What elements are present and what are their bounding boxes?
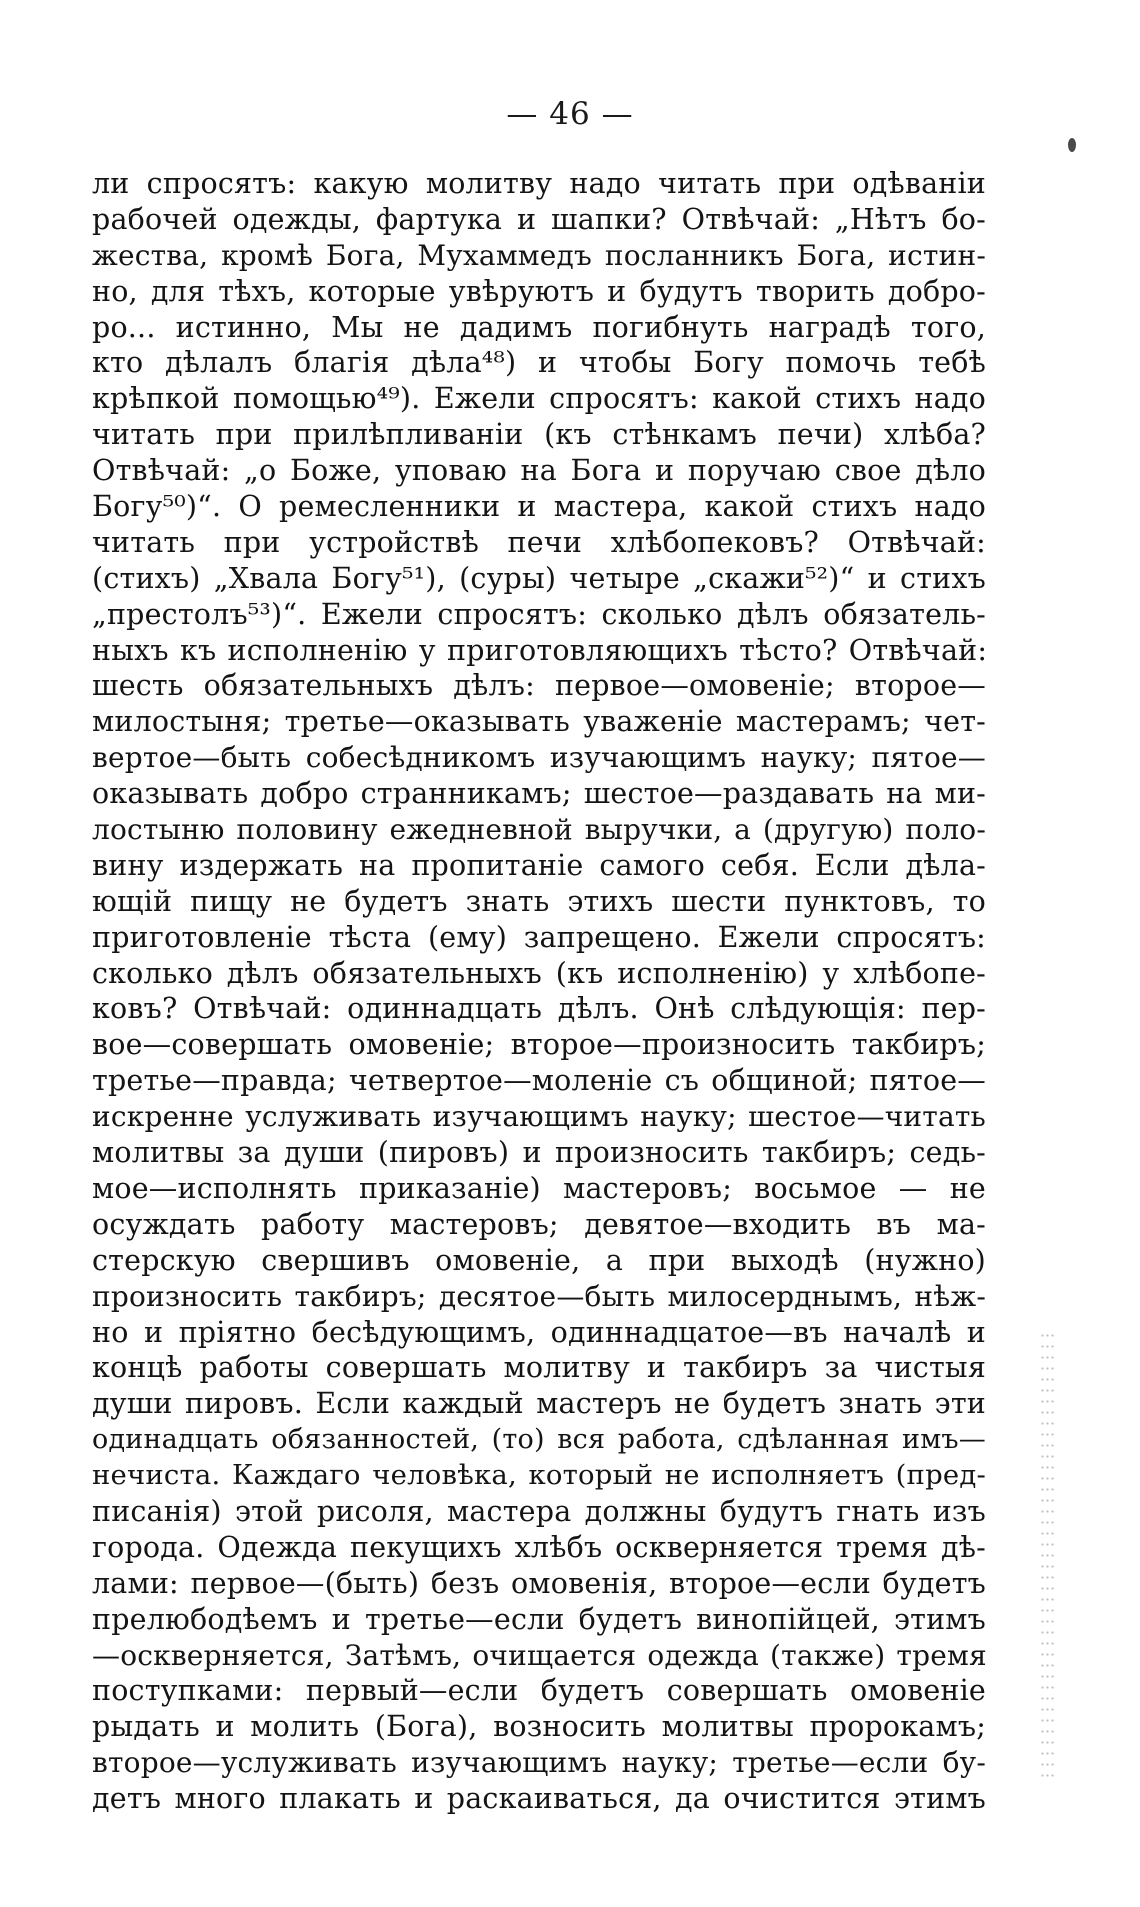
text-line: прелюбодѣемъ и третье—если будетъ винопійцей, этимъ [92,1602,986,1636]
text-line: ли спросятъ: какую молитву надо читать при одѣваніи [92,167,986,200]
text-line: ныхъ къ исполненію у приготовляющихъ тѣсто? Отвѣчай: [92,633,988,667]
text-line: мое—исполнять приказаніе) мастеровъ; восьмое — не [92,1171,986,1205]
page-number: — 46 — [506,96,634,132]
text-line: писанія) этой рисоля, мастера должны будутъ гнать изъ [92,1494,986,1528]
text-line: кто дѣлалъ благія дѣла⁴⁸) и чтобы Богу помочь тебѣ [92,346,986,380]
text-line: вертое—быть собесѣдникомъ изучающимъ науку; пятое— [92,741,986,775]
body-text [92,166,986,1817]
text-line: нечиста. Каждаго человѣка, который не исполняетъ (пред- [92,1459,986,1492]
ink-mark [1068,138,1076,152]
text-line: произносить такбиръ; десятое—быть милосерднымъ, нѣж- [92,1279,986,1313]
text-line: ро... истинно, Мы не дадимъ погибнуть наградѣ того, [92,310,986,344]
text-line: одинадцать обязанностей, (то) вся работа, сдѣланная имъ— [92,1424,986,1456]
text-line: осуждать работу мастеровъ; девятое—входить въ ма- [92,1207,986,1241]
text-line: жества, кромѣ Бога, Мухаммедъ посланникъ Бога, истин- [92,238,986,272]
text-line: искренне услуживать изучающимъ науку; шестое—читать [92,1100,986,1134]
scan-speckle [1040,1330,1056,1780]
text-line: третье—правда; четвертое—моленіе съ общиной; пятое— [92,1064,986,1098]
text-line: концѣ работы совершать молитву и такбиръ за чистыя [92,1351,986,1385]
text-line: „престолъ⁵³)“. Ежели спросятъ: сколько дѣлъ обязатель- [92,597,986,631]
text-line: ковъ? Отвѣчай: одиннадцать дѣлъ. Онѣ слѣдующія: пер- [92,992,986,1026]
text-line: второе—услуживать изучающимъ науку; третье—если бу- [92,1746,986,1780]
text-line: шесть обязательныхъ дѣлъ: первое—омовеніе; второе— [92,669,986,703]
text-line: души пировъ. Если каждый мастеръ не будетъ знать эти [92,1387,986,1421]
text-line: приготовленіе тѣста (ему) запрещено. Ежели спросятъ: [92,920,986,954]
text-line: вое—совершать омовеніе; второе—произносить такбиръ; [92,1028,986,1062]
text-line: ющій пищу не будетъ знать этихъ шести пунктовъ, то [92,884,986,918]
text-line: стерскую свершивъ омовеніе, а при выходѣ (нужно) [92,1243,986,1277]
text-line: но и пріятно бесѣдующимъ, одиннадцатое—въ началѣ и [92,1315,986,1349]
text-line: милостыня; третье—оказывать уваженіе мастерамъ; чет- [92,705,986,739]
text-line: молитвы за души (пировъ) и произносить такбиръ; седь- [92,1136,986,1170]
text-line: Богу⁵⁰)“. О ремесленники и мастера, какой стихъ надо [92,490,986,524]
text-line: рабочей одежды, фартука и шапки? Отвѣчай: „Нѣтъ бо- [92,202,986,236]
text-line: оказывать добро странникамъ; шестое—раздавать на ми- [92,777,986,811]
text-line: крѣпкой помощью⁴⁹). Ежели спросятъ: какой стихъ надо [92,382,986,416]
text-line: но, для тѣхъ, которые увѣруютъ и будутъ творить добро- [92,274,986,308]
text-line: Отвѣчай: „о Боже, уповаю на Бога и поручаю свое дѣло [92,454,986,488]
text-line: лостыню половину ежедневной выручки, а (другую) поло- [92,813,986,847]
text-line: вину издержать на пропитаніе самого себя. Если дѣла- [92,848,986,882]
text-line: —оскверняется, Затѣмъ, очищается одежда (также) тремя [92,1638,987,1672]
text-line: города. Одежда пекущихъ хлѣбъ оскверняется тремя дѣ- [92,1530,986,1564]
text-line: лами: первое—(быть) безъ омовенія, второе—если будетъ [92,1566,986,1600]
text-line: читать при устройствѣ печи хлѣбопековъ? Отвѣчай: [92,525,986,559]
text-line: поступками: первый—если будетъ совершать омовеніе [92,1674,986,1708]
text-line: рыдать и молить (Бога), возносить молитвы пророкамъ; [92,1710,986,1744]
text-line: (стихъ) „Хвала Богу⁵¹), (суры) четыре „скажи⁵²)“ и стихъ [92,561,986,595]
text-line: детъ много плакать и раскаиваться, да очистится этимъ [92,1782,986,1816]
text-line: читать при прилѣпливаніи (къ стѣнкамъ печи) хлѣба? [92,418,986,452]
text-line: сколько дѣлъ обязательныхъ (къ исполненію) у хлѣбопе- [92,956,986,990]
